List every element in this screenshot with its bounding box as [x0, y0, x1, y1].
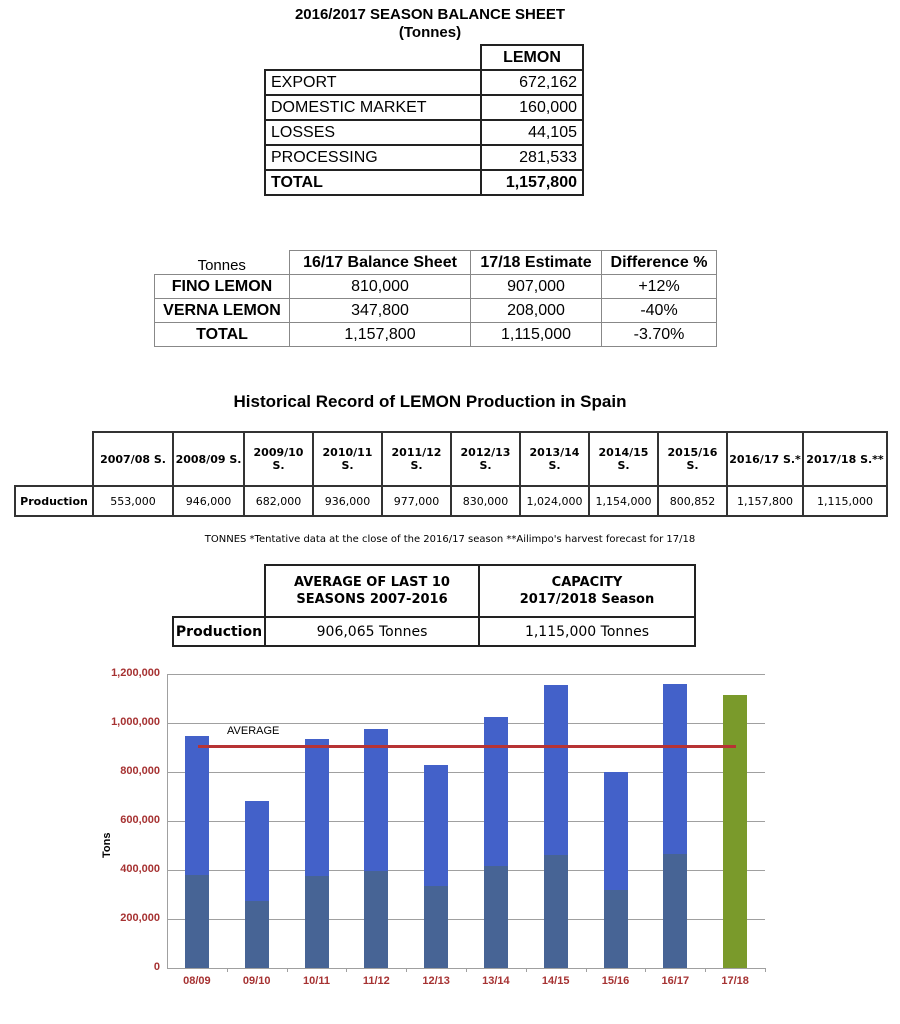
column-header-capacity: [479, 565, 695, 617]
bar-segment-lower: [364, 871, 388, 968]
x-tick-label: 10/11: [303, 975, 330, 987]
y-tick-label: 1,000,000: [111, 716, 160, 728]
row-label: FINO LEMON: [155, 275, 290, 299]
season-header: 2017/18 S.**: [803, 432, 887, 486]
cell: 977,000: [382, 486, 451, 516]
x-tick-label: 09/10: [242, 975, 271, 987]
bar-09-10: [245, 801, 269, 968]
bar-segment-lower: [484, 866, 508, 968]
cell: 907,000: [471, 275, 602, 299]
balance-sheet-title-line1: 2016/2017 SEASON BALANCE SHEET: [294, 6, 566, 23]
table-row: [265, 70, 583, 95]
cell: 1,157,800: [727, 486, 803, 516]
y-tick-label: 200,000: [120, 912, 160, 924]
row-value: 281,533: [481, 145, 583, 170]
table-row: [155, 275, 717, 299]
cell: 936,000: [313, 486, 382, 516]
bar-segment-lower: [424, 886, 448, 968]
footnote: TONNES *Tentative data at the close of the 2016/17 season **Ailimpo's harvest forecast for 17/18: [204, 534, 696, 545]
cell: 1,154,000: [589, 486, 658, 516]
bar-segment-lower: [544, 855, 568, 968]
empty-cell: [173, 565, 265, 617]
row-label: EXPORT: [265, 70, 481, 95]
x-tick-label: 17/18: [721, 975, 749, 987]
y-tick-label: 1,200,000: [111, 667, 160, 679]
x-tick-mark: [346, 968, 347, 972]
season-header: 2008/09 S.: [173, 432, 244, 486]
column-header: 16/17 Balance Sheet: [290, 251, 471, 275]
table-row: [265, 145, 583, 170]
table-row: [265, 120, 583, 145]
x-tick-label: 08/09: [183, 975, 211, 987]
season-header: 2016/17 S.*: [727, 432, 803, 486]
bar-14-15: [544, 685, 568, 968]
y-tick-label: 400,000: [120, 863, 160, 875]
bar-segment-lower: [185, 875, 209, 968]
row-value: 44,105: [481, 120, 583, 145]
x-tick-label: 11/12: [362, 975, 390, 987]
x-tick-mark: [705, 968, 706, 972]
bar-13-14: [484, 717, 508, 968]
column-header-lemon: LEMON: [481, 45, 583, 70]
bar-10-11: [305, 739, 329, 968]
cell: -40%: [602, 299, 717, 323]
season-header: 2015/16 S.: [658, 432, 727, 486]
x-tick-mark: [406, 968, 407, 972]
average-line-label: AVERAGE: [227, 725, 280, 737]
bar-17-18: [723, 695, 747, 968]
y-tick-label: 800,000: [120, 765, 160, 777]
row-label: Production: [15, 486, 93, 516]
average-capacity-table: [172, 564, 696, 647]
season-header: 2012/13 S.: [451, 432, 520, 486]
historical-production-table: [14, 431, 888, 517]
balance-sheet-title-line2: (Tonnes): [398, 24, 462, 41]
x-tick-label: 12/13: [422, 975, 450, 987]
y-tick-label: 0: [153, 961, 160, 973]
x-tick-label: 14/15: [541, 975, 570, 987]
cell: 1,157,800: [290, 323, 471, 347]
table-row: [155, 299, 717, 323]
season-header: 2013/14 S.: [520, 432, 589, 486]
table-row: [15, 486, 887, 516]
row-label: Production: [173, 617, 265, 646]
cell: 208,000: [471, 299, 602, 323]
bar-segment-lower: [604, 890, 628, 968]
bar-segment-lower: [245, 901, 269, 968]
x-tick-mark: [645, 968, 646, 972]
variety-comparison-table: [154, 250, 717, 347]
y-axis-label: Tons: [101, 832, 113, 858]
header-line: 2017/2018 Season: [519, 592, 655, 607]
cell: +12%: [602, 275, 717, 299]
empty-cell: [15, 432, 93, 486]
header-line: AVERAGE OF LAST 10: [294, 575, 450, 590]
header-line: SEASONS 2007-2016: [296, 592, 448, 607]
historical-title: Historical Record of LEMON Production in Spain: [233, 392, 627, 411]
row-label: DOMESTIC MARKET: [265, 95, 481, 120]
x-tick-mark: [526, 968, 527, 972]
row-value: 160,000: [481, 95, 583, 120]
y-tick-label: 600,000: [120, 814, 160, 826]
row-label: PROCESSING: [265, 145, 481, 170]
column-header: Difference %: [602, 251, 717, 275]
bar-15-16: [604, 772, 628, 968]
x-tick-label: 15/16: [601, 975, 630, 987]
cell: -3.70%: [602, 323, 717, 347]
cell: 1,115,000: [471, 323, 602, 347]
x-tick-mark: [287, 968, 288, 972]
x-tick-mark: [227, 968, 228, 972]
y-axis-line: [167, 674, 168, 968]
season-header: 2011/12 S.: [382, 432, 451, 486]
bar-12-13: [424, 765, 448, 968]
cell: 1,115,000: [803, 486, 887, 516]
cell: 347,800: [290, 299, 471, 323]
x-tick-mark: [586, 968, 587, 972]
bar-segment-lower: [663, 854, 687, 968]
cell: 800,852: [658, 486, 727, 516]
column-header-average: [265, 565, 479, 617]
row-value: 672,162: [481, 70, 583, 95]
average-line: [198, 745, 736, 748]
bar-segment-lower: [305, 876, 329, 968]
units-label: Tonnes: [155, 251, 290, 275]
row-label: VERNA LEMON: [155, 299, 290, 323]
season-header: 2010/11 S.: [313, 432, 382, 486]
bar-08-09: [185, 736, 209, 968]
cell: 946,000: [173, 486, 244, 516]
bar-11-12: [364, 729, 388, 968]
table-row: [265, 95, 583, 120]
bar-16-17: [663, 684, 687, 968]
cell: 906,065 Tonnes: [265, 617, 479, 646]
empty-cell: [265, 45, 481, 70]
cell: 1,024,000: [520, 486, 589, 516]
cell: 830,000: [451, 486, 520, 516]
balance-sheet-title: [0, 6, 860, 42]
balance-sheet-table: [264, 44, 584, 196]
season-header: 2007/08 S.: [93, 432, 173, 486]
season-header: 2014/15 S.: [589, 432, 658, 486]
row-label: TOTAL: [155, 323, 290, 347]
x-tick-mark: [765, 968, 766, 972]
cell: 810,000: [290, 275, 471, 299]
row-label: TOTAL: [265, 170, 481, 195]
gridline: [167, 674, 765, 675]
header-line: CAPACITY: [551, 575, 623, 590]
season-header: 2009/10 S.: [244, 432, 313, 486]
x-tick-label: 13/14: [482, 975, 510, 987]
row-value: 1,157,800: [481, 170, 583, 195]
table-row: [173, 617, 695, 646]
column-header: 17/18 Estimate: [471, 251, 602, 275]
cell: 682,000: [244, 486, 313, 516]
cell: 1,115,000 Tonnes: [479, 617, 695, 646]
table-row: [155, 323, 717, 347]
x-tick-label: 16/17: [661, 975, 690, 987]
cell: 553,000: [93, 486, 173, 516]
production-bar-chart: [0, 660, 900, 1024]
row-label: LOSSES: [265, 120, 481, 145]
table-row-total: [265, 170, 583, 195]
x-tick-mark: [466, 968, 467, 972]
